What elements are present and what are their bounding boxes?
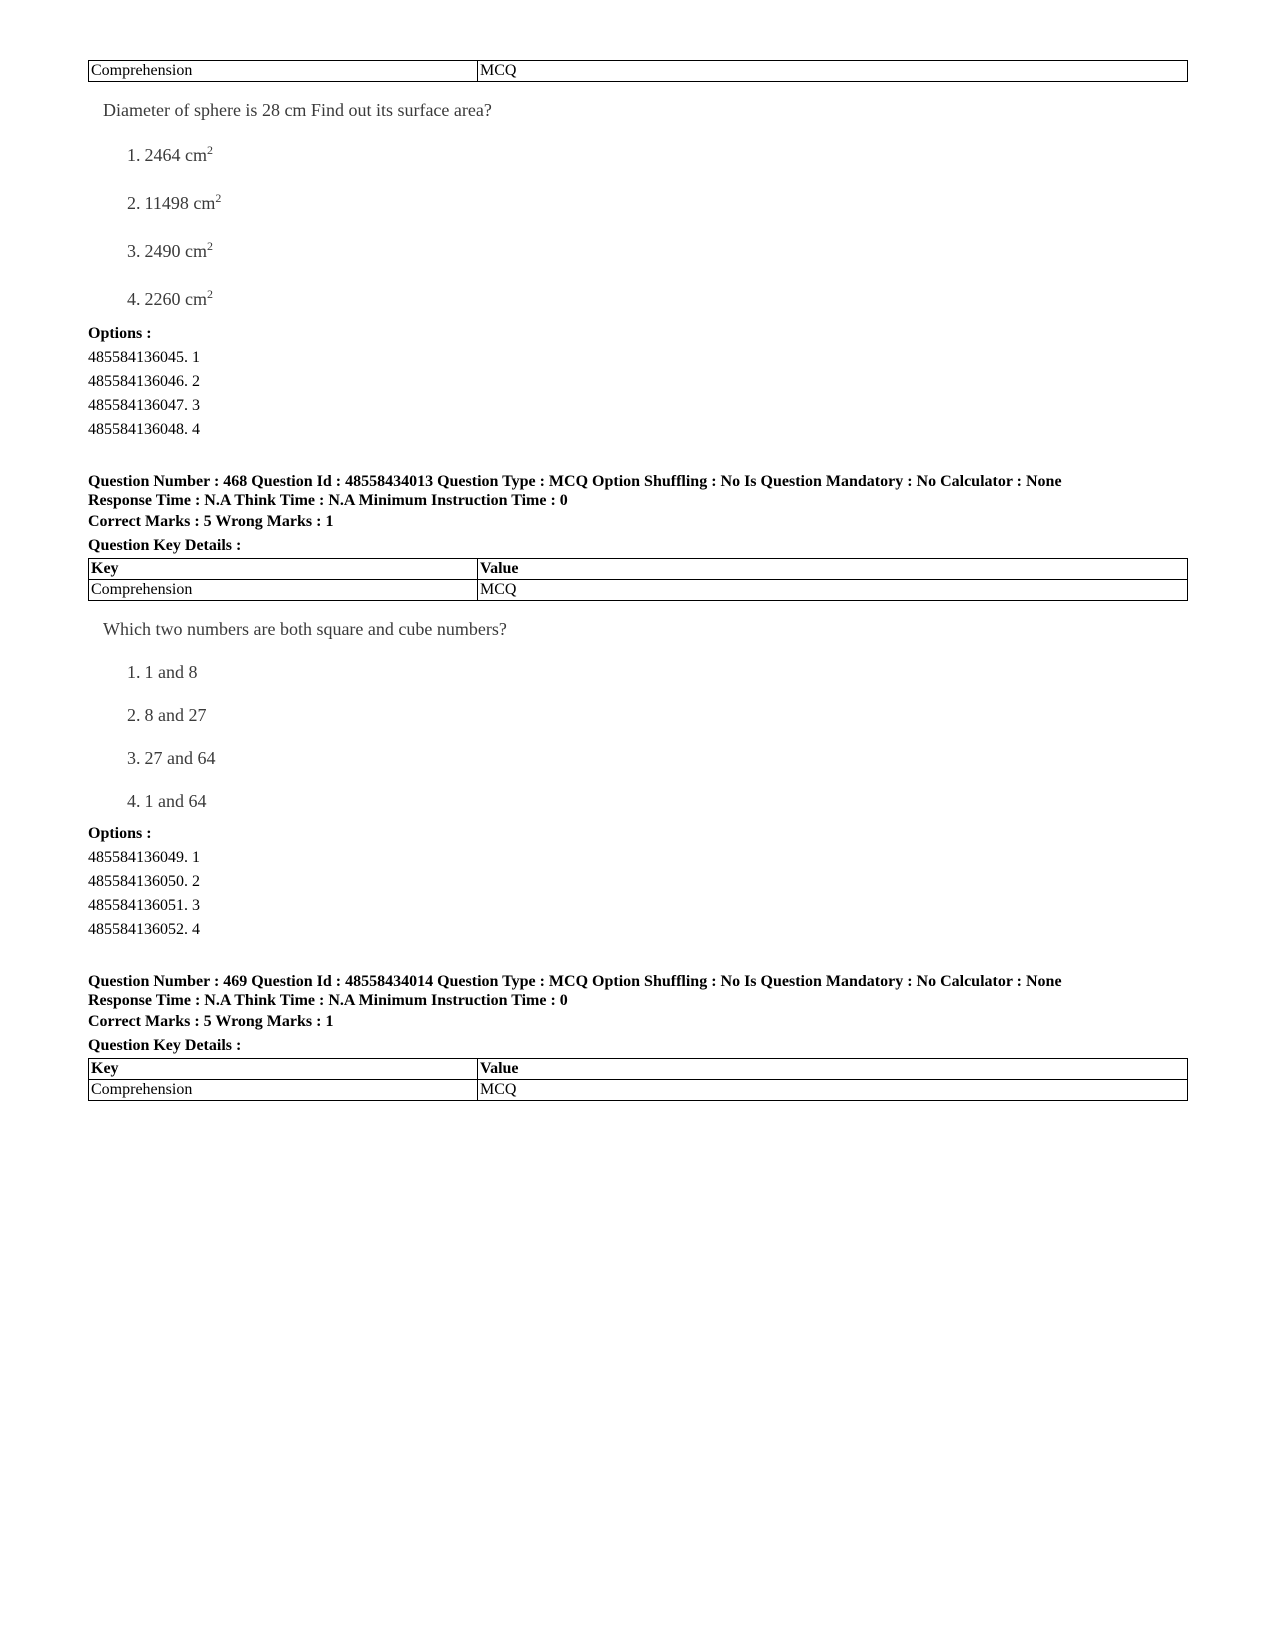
option-id: 485584136048. 4 bbox=[88, 421, 200, 438]
option-id: 485584136049. 1 bbox=[88, 849, 200, 866]
choice-number: 4. bbox=[127, 289, 141, 309]
table-cell-key: Comprehension bbox=[89, 580, 478, 601]
answer-choice bbox=[127, 142, 1188, 168]
answer-choice bbox=[127, 745, 1188, 771]
option-id: 485584136051. 3 bbox=[88, 897, 200, 914]
choice-value: 2490 cm bbox=[144, 241, 207, 261]
choice-superscript: 2 bbox=[207, 287, 213, 301]
question-image-block bbox=[88, 98, 1188, 312]
option-id: 485584136047. 3 bbox=[88, 397, 200, 414]
choice-superscript: 2 bbox=[215, 191, 222, 205]
table-header-key: Key bbox=[89, 1059, 478, 1080]
question-meta-line: Response Time : N.A Think Time : N.A Minimum Instruction Time : 0 bbox=[88, 992, 568, 1009]
question-meta-line: Question Number : 469 Question Id : 48558434014 Question Type : MCQ Option Shuffling : No Is Question Mandatory : No Calculator : None bbox=[88, 973, 1062, 990]
key-details-table bbox=[88, 558, 1188, 601]
document-page bbox=[88, 60, 1188, 1101]
table-row bbox=[89, 61, 1188, 82]
question-text: Diameter of sphere is 28 cm Find out its surface area? bbox=[103, 100, 492, 120]
choice-value: 2260 cm bbox=[144, 289, 207, 309]
table-header-value: Value bbox=[478, 1059, 1188, 1080]
question-header bbox=[88, 472, 1188, 510]
option-id: 485584136052. 4 bbox=[88, 921, 200, 938]
choice-value: 11498 cm bbox=[144, 193, 216, 213]
choice-number: 2. bbox=[127, 705, 141, 725]
table-header-row bbox=[89, 1059, 1188, 1080]
table-cell-value: MCQ bbox=[478, 580, 1188, 601]
answer-choice bbox=[127, 190, 1188, 216]
choice-number: 3. bbox=[127, 748, 141, 768]
choice-number: 4. bbox=[127, 791, 141, 811]
choice-number: 2. bbox=[127, 193, 141, 213]
options-list bbox=[88, 822, 1188, 942]
question-header bbox=[88, 972, 1188, 1010]
table-header-row bbox=[89, 559, 1188, 580]
choice-number: 3. bbox=[127, 241, 141, 261]
choice-value: 1 and 64 bbox=[144, 791, 207, 811]
answer-choices bbox=[103, 659, 1188, 814]
question-468 bbox=[88, 472, 1188, 942]
options-title: Options : bbox=[88, 825, 152, 842]
answer-choice bbox=[127, 788, 1188, 814]
table-row bbox=[89, 1080, 1188, 1101]
choice-value: 1 and 8 bbox=[144, 662, 198, 682]
question-meta-line: Question Number : 468 Question Id : 48558434013 Question Type : MCQ Option Shuffling : No Is Question Mandatory : No Calculator : None bbox=[88, 473, 1062, 490]
choice-superscript: 2 bbox=[207, 239, 213, 253]
table-cell-key: Comprehension bbox=[89, 1080, 478, 1101]
table-header-key: Key bbox=[89, 559, 478, 580]
marks-line: Correct Marks : 5 Wrong Marks : 1 bbox=[88, 513, 334, 530]
option-id: 485584136045. 1 bbox=[88, 349, 200, 366]
key-details-table bbox=[88, 60, 1188, 82]
choice-number: 1. bbox=[127, 145, 141, 165]
option-id: 485584136050. 2 bbox=[88, 873, 200, 890]
marks-line: Correct Marks : 5 Wrong Marks : 1 bbox=[88, 1013, 334, 1030]
table-cell-value: MCQ bbox=[478, 1080, 1188, 1101]
answer-choice bbox=[127, 238, 1188, 264]
question-469 bbox=[88, 972, 1188, 1101]
answer-choice bbox=[127, 659, 1188, 685]
key-details-title: Question Key Details : bbox=[88, 1037, 242, 1054]
options-list bbox=[88, 322, 1188, 442]
key-details-title: Question Key Details : bbox=[88, 537, 242, 554]
answer-choice bbox=[127, 286, 1188, 312]
table-cell-key: Comprehension bbox=[89, 61, 478, 82]
table-cell-value: MCQ bbox=[478, 61, 1188, 82]
table-row bbox=[89, 580, 1188, 601]
choice-superscript: 2 bbox=[207, 143, 213, 157]
choice-number: 1. bbox=[127, 662, 141, 682]
options-title: Options : bbox=[88, 325, 152, 342]
table-header-value: Value bbox=[478, 559, 1188, 580]
question-meta-line: Response Time : N.A Think Time : N.A Minimum Instruction Time : 0 bbox=[88, 492, 568, 509]
choice-value: 27 and 64 bbox=[144, 748, 216, 768]
answer-choice bbox=[127, 702, 1188, 728]
choice-value: 8 and 27 bbox=[144, 705, 207, 725]
answer-choices bbox=[103, 142, 1188, 312]
choice-value: 2464 cm bbox=[144, 145, 207, 165]
key-details-table bbox=[88, 1058, 1188, 1101]
question-text: Which two numbers are both square and cube numbers? bbox=[103, 619, 507, 639]
question-image-block bbox=[88, 617, 1188, 814]
option-id: 485584136046. 2 bbox=[88, 373, 200, 390]
